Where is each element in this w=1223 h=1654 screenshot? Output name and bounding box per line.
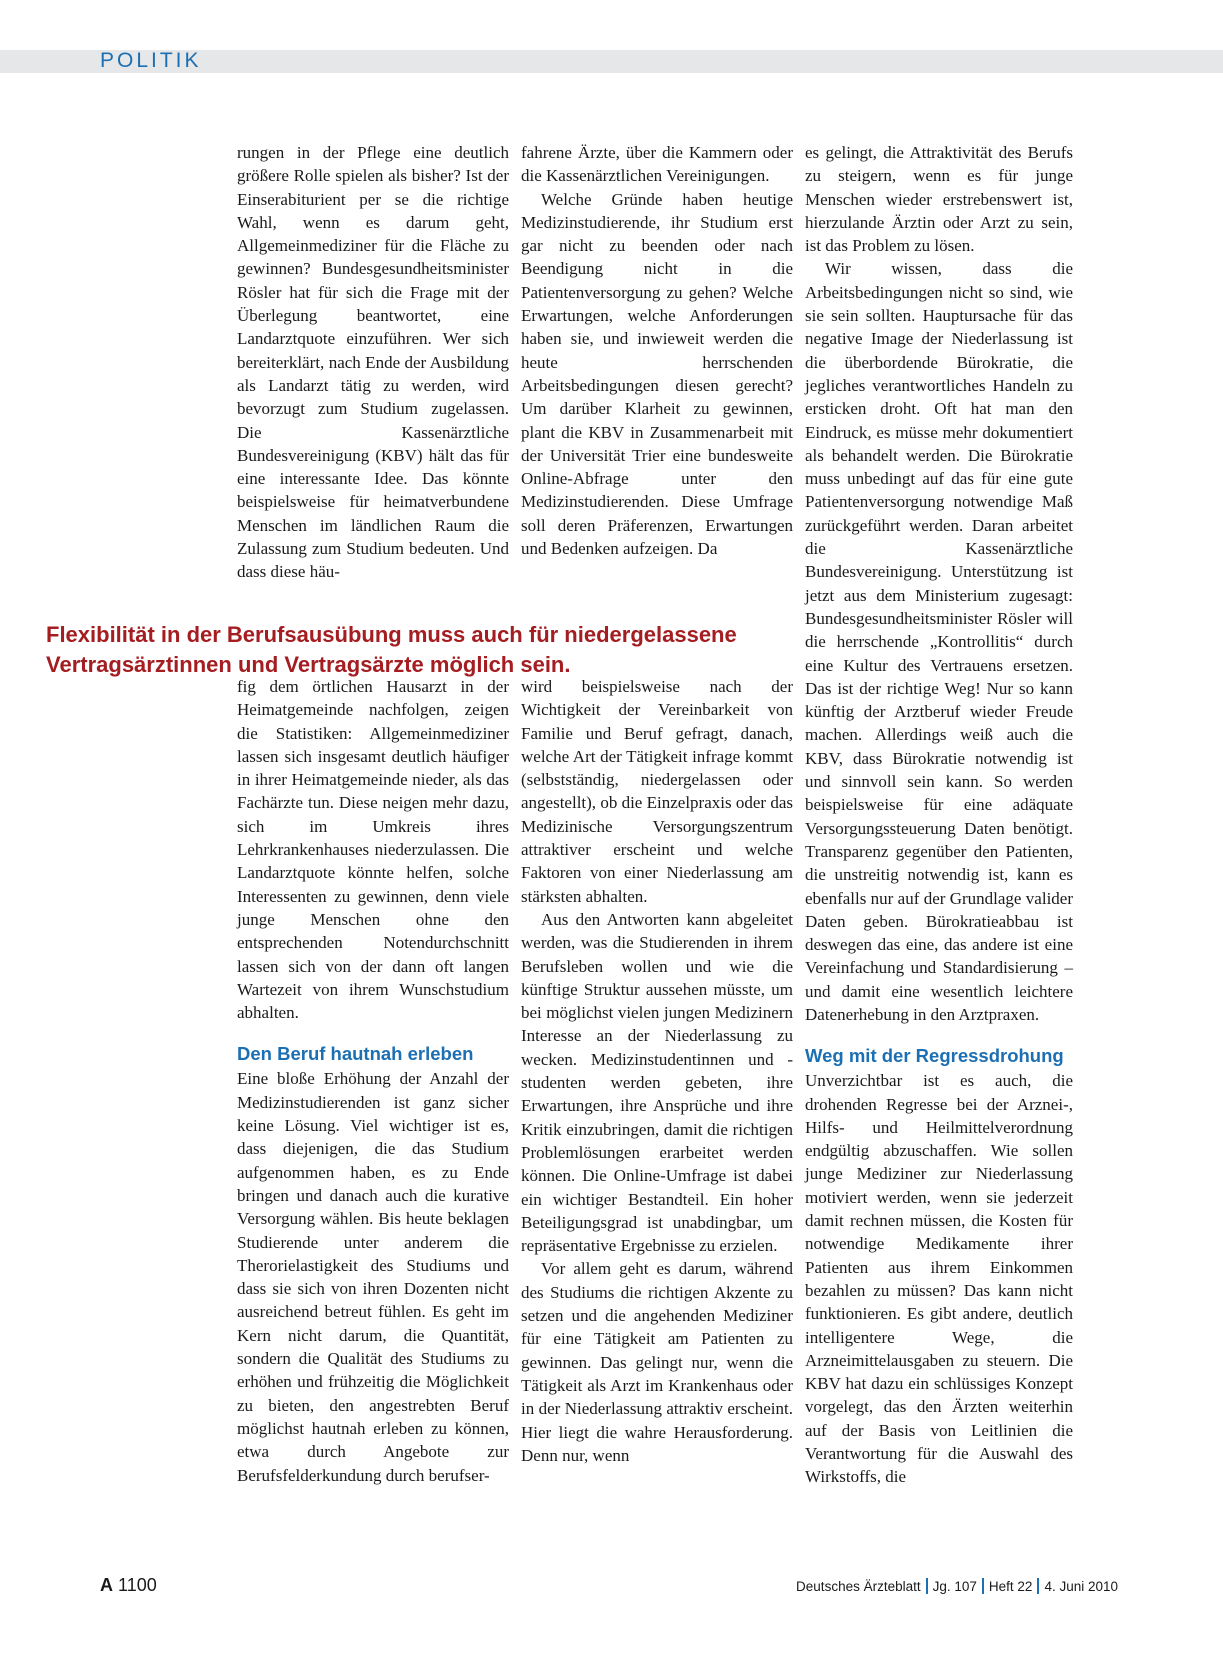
paragraph: fahrene Ärzte, über die Kammern oder die Kassenärztlichen Vereinigungen.	[521, 143, 793, 186]
paragraph: Vor allem geht es darum, während des Studiums die richtigen Akzente zu setzen und die angehenden Mediziner für eine Tätigkeit am Patienten zu gewinnen. Das gelingt nur, wenn die Tätigkeit als Arzt im Krankenhaus oder in der Niederlassung attraktiv erscheint. Hier liegt die wahre Herausforderung. Denn nur, wenn	[521, 1259, 793, 1465]
journal-info	[796, 1578, 1118, 1594]
subheading: Den Beruf hautnah erleben	[237, 1043, 474, 1065]
separator	[926, 1578, 928, 1594]
volume: Jg. 107	[932, 1579, 977, 1594]
paragraph: fig dem örtlichen Hausarzt in der Heimatgemeinde nachfolgen, zeigen die Statistiken: Allgemeinmediziner lassen sich insgesamt deutlich häufiger in ihrer Heimatgemeinde nieder, als das Fachärzte tun. Diese neigen mehr dazu, sich im Umkreis ihres Lehrkrankenhauses niederzulassen. Die Landarztquote könnte helfen, solche Interessenten zu gewinnen, denn viele junge Menschen ohne den entsprechenden Notendurchschnitt lassen sich von der dann oft langen Wartezeit von ihrem Wunschstudium abhalten.	[237, 677, 509, 1023]
page-number-value: 1100	[118, 1575, 157, 1595]
date: 4. Juni 2010	[1044, 1579, 1118, 1594]
column-3	[805, 141, 1073, 1489]
issue: Heft 22	[988, 1579, 1033, 1594]
paragraph: Unverzichtbar ist es auch, die drohenden Regresse bei der Arznei-, Hilfs- und Heilmittelverordnung endgültig abzuschaffen. Wie sollen junge Mediziner zur Niederlassung motiviert werden, wenn sie jederzeit damit rechnen müssen, die Kosten für notwendige Medikamente ihrer Patienten aus ihrem Einkommen bezahlen zu müssen? Das kann nicht funktionieren. Es gibt andere, deutlich intelligentere Wege, die Arzneimittelausgaben zu steuern. Die KBV hat dazu ein schlüssiges Konzept vorgelegt, das den Ärzten weiterhin auf der Basis von Leitlinien die Verantwortung für die Auswahl des Wirkstoffs, die	[805, 1071, 1073, 1487]
paragraph: rungen in der Pflege eine deutlich größere Rolle spielen als bisher? Ist der Einserabiturient per se die richtige Wahl, wenn es darum geht, Allgemeinmediziner für die Fläche zu gewinnen? Bundesgesundheitsminister Rösler hat für sich die Frage mit der Überlegung beantwortet, eine Landarztquote einzuführen. Wer sich bereiterklärt, nach Ende der Ausbildung als Landarzt tätig zu werden, wird bevorzugt zum Studium zugelassen. Die Kassenärztliche Bundesvereinigung (KBV) hält das für eine interessante Idee. Das könnte beispielsweise für heimatverbundene Menschen im ländlichen Raum die Zulassung zum Studium bedeuten. Und dass diese häu-	[237, 143, 509, 582]
paragraph: wird beispielsweise nach der Wichtigkeit der Vereinbarkeit von Familie und Beruf gefragt, danach, welche Art der Tätigkeit infrage kommt (selbstständig, niedergelassen oder angestellt), ob die Einzelpraxis oder das Medizinische Versorgungszentrum attraktiver erscheint und welche Faktoren von einer Niederlassung am stärksten abhalten.	[521, 677, 793, 906]
subheading: Weg mit der Regressdrohung	[805, 1045, 1064, 1067]
upper-column-1	[237, 141, 509, 584]
paragraph: Eine bloße Erhöhung der Anzahl der Medizinstudierenden ist ganz sicher keine Lösung. Viel wichtiger ist es, dass diejenigen, die das Studium aufgenommen haben, es zu Ende bringen und danach auch die kurative Versorgung wählen. Bis heute beklagen Studierende unter anderem die Therorielastigkeit des Studiums und dass sie sich von ihren Dozenten nicht ausreichend betreut fühlen. Es geht im Kern nicht darum, die Quantität, sondern die Qualität des Studiums zu erhöhen und frühzeitig die Möglichkeit zu bieten, den angestrebten Beruf möglichst hautnah erleben zu können, etwa durch Angebote zur Berufsfelderkundung durch berufser-	[237, 1069, 509, 1485]
page-number	[100, 1575, 157, 1596]
paragraph: Welche Gründe haben heutige Medizinstudierende, ihr Studium erst gar nicht zu beenden oder nach Beendigung nicht in die Patientenversorgung zu gehen? Welche Erwartungen, welche Anforderungen haben sie, und inwieweit werden die heute herrschenden Arbeitsbedingungen diesen gerecht? Um darüber Klarheit zu gewinnen, plant die KBV in Zusammenarbeit mit der Universität Trier eine bundesweite Online-Abfrage unter den Medizinstudierenden. Diese Umfrage soll deren Präferenzen, Erwartungen und Bedenken aufzeigen. Da	[521, 189, 793, 559]
section-label: POLITIK	[100, 49, 202, 72]
pull-quote: Flexibilität in der Berufsausübung muss auch für niedergelassene Vertragsärztinnen und Vertragsärzte möglich sein.	[46, 622, 737, 677]
separator	[982, 1578, 984, 1594]
paragraph: Wir wissen, dass die Arbeitsbedingungen nicht so sind, wie sie sein sollten. Hauptursache für das negative Image der Niederlassung ist die überbordende Bürokratie, die jegliches verantwortliches Handeln zu ersticken droht. Oft hat man den Eindruck, es müsse mehr dokumentiert als behandelt werden. Die Bürokratie muss unbedingt auf das für eine gute Patientenversorgung notwendige Maß zurückgeführt werden. Daran arbeitet die Kassenärztliche Bundesvereinigung. Unterstützung ist jetzt aus dem Ministerium zugesagt: Bundesgesundheitsminister Rösler will die herrschende „Kontrollitis“ durch eine Kultur des Vertrauens ersetzen. Das ist der richtige Weg! Nur so kann künftig der Arztberuf wieder Freude machen. Allerdings weiß auch die KBV, dass Bürokratie notwendig ist und sinnvoll sein kann. So werden beispielsweise für eine adäquate Versorgungssteuerung Daten benötigt. Transparenz gegenüber den Patienten, die unstreitig notwendig ist, kann es ebenfalls nur auf der Grundlage valider Daten geben. Bürokratieabbau ist deswegen das eine, das andere ist eine Vereinfachung und Standardisierung – und damit eine wesentlich leichtere Datenerhebung in den Arztpraxen.	[805, 259, 1073, 1024]
page-letter: A	[100, 1575, 113, 1595]
lower-column-1	[237, 675, 509, 1487]
separator	[1037, 1578, 1039, 1594]
paragraph: es gelingt, die Attraktivität des Berufs zu steigern, wenn es für junge Menschen wieder erstrebenswert ist, hierzulande Ärztin oder Arzt zu sein, ist das Problem zu lösen.	[805, 143, 1073, 256]
upper-column-2	[521, 141, 793, 560]
paragraph: Aus den Antworten kann abgeleitet werden, was die Studierenden in ihrem Berufsleben wollen und wie die künftige Struktur aussehen müsste, um bei möglichst vielen jungen Medizinern Interesse an der Niederlassung zu wecken. Medizinstudentinnen und -studenten werden gebeten, ihre Erwartungen, ihre Ansprüche und ihre Kritik einzubringen, damit die richtigen Problemlösungen erarbeitet werden können. Die Online-Umfrage ist dabei ein wichtiger Bestandteil. Ein hoher Beteiligungsgrad ist unabdingbar, um repräsentative Ergebnisse zu erzielen.	[521, 909, 793, 1256]
journal-name: Deutsches Ärzteblatt	[796, 1579, 921, 1594]
lower-column-2	[521, 675, 793, 1467]
